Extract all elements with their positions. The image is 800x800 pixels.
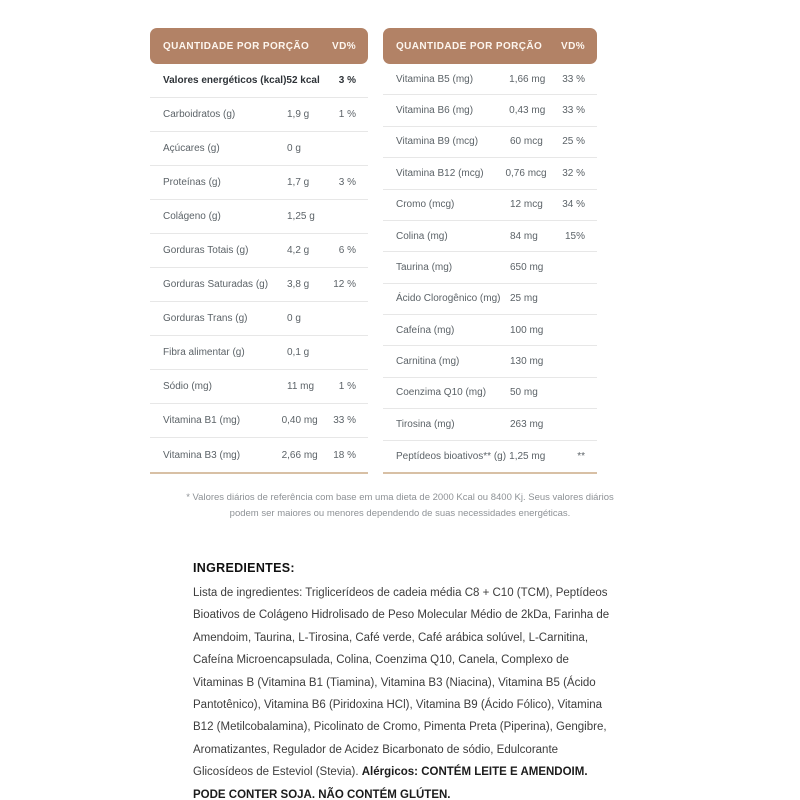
nutrient-row [383, 221, 597, 252]
header-vd-label: VD% [332, 40, 356, 52]
nutrient-row [150, 64, 368, 98]
nutrient-value: 100 mg [510, 324, 544, 336]
nutrient-row [150, 302, 368, 336]
nutrient-vd-percent: 3 % [338, 177, 356, 188]
nutrient-vd-percent: 3 % [338, 75, 356, 86]
nutrient-vd-percent: 18 % [333, 449, 356, 461]
nutrient-label: Carnitina (mg) [396, 356, 460, 368]
nutrition-table-macros [150, 28, 368, 474]
nutrient-label: Vitamina B9 (mcg) [396, 136, 479, 148]
table-rows-left [150, 64, 368, 474]
nutrient-label: Açúcares (g) [163, 143, 220, 154]
nutrient-vd-percent: 25 % [562, 136, 585, 148]
nutrient-label: Cafeína (mg) [396, 324, 455, 336]
header-vd-label: VD% [561, 40, 585, 52]
nutrient-value: 25 mg [510, 293, 538, 305]
ingredients-list-text: Lista de ingredientes: Triglicerídeos de cadeia média C8 + C10 (TCM), Peptídeos Bioativos de Colágeno Hidrolisado de Peso Molecular Médio de 2kDa, Farinha de Amendoim, Taurina, L-Tirosina, Café verde, Café arábica solúvel, L-Carnitina, Cafeína Microencapsulada, Colina, Coenzima Q10, Canela, Complexo de Vitaminas B (Vitamina B1 (Tiamina), Vitamina B3 (Niacina), Vitamina B5 (Ácido Pantotênico), Vitamina B6 (Piridoxina HCl), Vitamina B9 (Ácido Fólico), Vitamina B12 (Metilcobalamina), Picolinato de Cromo, Pimenta Preta (Piperina), Gengibre, Aromatizantes, Regulador de Acidez Bicarbonato de sódio, Edulcorante Glicosídeos de Esteviol (Stevia). [193, 587, 610, 779]
nutrient-value: 0 g [287, 313, 301, 324]
footnote-line-2: podem ser maiores ou menores dependendo de suas necessidades energéticas. [229, 508, 571, 519]
nutrient-value: 130 mg [510, 356, 544, 368]
nutrient-row [150, 404, 368, 438]
nutrient-value: 0,76 mcg [505, 167, 547, 179]
table-header-right [383, 28, 597, 64]
nutrient-vd-percent: 32 % [562, 167, 585, 179]
nutrient-value: 4,2 g [287, 245, 310, 256]
nutrient-label: Vitamina B1 (mg) [163, 415, 241, 426]
nutrient-value: 0 g [287, 143, 301, 154]
nutrient-row [383, 284, 597, 315]
ingredients-heading: INGREDIENTES: [193, 561, 295, 575]
nutrient-value: 1,9 g [287, 109, 310, 120]
nutrient-label: Colina (mg) [396, 230, 448, 242]
nutrient-vd-percent: 1 % [338, 109, 356, 120]
nutrient-label: Fibra alimentar (g) [163, 347, 245, 358]
nutrient-label: Proteínas (g) [163, 177, 221, 188]
nutrient-vd-percent: 6 % [338, 245, 356, 256]
nutrient-value: 50 mg [510, 387, 538, 399]
nutrient-row [383, 64, 597, 95]
nutrient-label: Gorduras Totais (g) [163, 245, 249, 256]
nutrient-vd-percent: 33 % [562, 73, 585, 85]
nutrient-label: Carboidratos (g) [163, 109, 236, 120]
nutrient-label: Ácido Clorogênico (mg) [396, 293, 501, 305]
nutrient-value: 2,66 mg [281, 449, 318, 461]
nutrient-value: 1,7 g [287, 177, 310, 188]
nutrient-label: Coenzima Q10 (mg) [396, 387, 487, 399]
nutrient-row [150, 200, 368, 234]
nutrient-row [383, 95, 597, 126]
nutrient-vd-percent: 1 % [338, 381, 356, 392]
nutrient-label: Gorduras Trans (g) [163, 313, 248, 324]
nutrient-vd-percent: 34 % [562, 199, 585, 211]
nutrient-value: 0,40 mg [281, 415, 318, 426]
daily-values-footnote [80, 490, 720, 522]
nutrient-label: Valores energéticos (kcal) [163, 75, 287, 86]
nutrient-row [383, 190, 597, 221]
nutrient-row [383, 127, 597, 158]
nutrient-vd-percent: 15% [564, 230, 585, 242]
allergens-label: Alérgicos: [361, 766, 418, 779]
nutrient-row [150, 370, 368, 404]
nutrient-value: 11 mg [287, 381, 315, 392]
nutrient-row [150, 98, 368, 132]
nutrient-row [383, 252, 597, 283]
nutrient-row [150, 234, 368, 268]
nutrient-label: Tirosina (mg) [396, 418, 455, 430]
footnote-line-1: * Valores diários de referência com base em uma dieta de 2000 Kcal ou 8400 Kj. Seus valores diários [186, 492, 614, 503]
nutrient-vd-percent: 12 % [333, 279, 356, 290]
nutrition-table-micros [383, 28, 597, 474]
nutrient-vd-percent: 33 % [562, 105, 585, 117]
nutrient-vd-percent: 33 % [333, 415, 356, 426]
nutrient-row [150, 132, 368, 166]
nutrient-value: 1,25 g [287, 211, 315, 222]
header-quantity-label: QUANTIDADE POR PORÇÃO [396, 40, 543, 52]
nutrient-label: Vitamina B6 (mg) [396, 105, 474, 117]
nutrient-value: 60 mcg [510, 136, 543, 148]
nutrient-row [150, 438, 368, 472]
nutrient-value: 52 kcal [286, 75, 320, 86]
nutrient-label: Vitamina B12 (mcg) [396, 167, 484, 179]
nutrient-row [383, 158, 597, 189]
ingredients-paragraph [193, 582, 617, 800]
table-rows-right [383, 64, 597, 474]
nutrient-row [150, 336, 368, 370]
nutrient-row [383, 409, 597, 440]
nutrient-label: Gorduras Saturadas (g) [163, 279, 269, 290]
nutrient-label: Colágeno (g) [163, 211, 221, 222]
nutrient-vd-percent: ** [577, 450, 585, 462]
nutrient-value: 1,25 mg [509, 450, 546, 462]
nutrient-label: Taurina (mg) [396, 261, 453, 273]
table-header-left [150, 28, 368, 64]
nutrient-label: Peptídeos bioativos** (g) [396, 450, 507, 462]
nutrient-row [383, 378, 597, 409]
ingredients-section [193, 561, 617, 800]
nutrient-value: 0,1 g [287, 347, 310, 358]
header-quantity-label: QUANTIDADE POR PORÇÃO [163, 40, 310, 52]
nutrient-label: Vitamina B5 (mg) [396, 73, 474, 85]
nutrient-row [383, 346, 597, 377]
nutrient-value: 3,8 g [287, 279, 310, 290]
nutrient-row [150, 166, 368, 200]
nutrient-value: 1,66 mg [509, 73, 546, 85]
allergens-text: CONTÉM LEITE E AMENDOIM. PODE CONTER SOJA. NÃO CONTÉM GLÚTEN. [193, 766, 588, 800]
nutrient-value: 0,43 mg [509, 105, 546, 117]
nutrient-row [383, 441, 597, 472]
nutrient-label: Sódio (mg) [163, 381, 212, 392]
nutrient-row [383, 315, 597, 346]
nutrient-value: 84 mg [510, 230, 538, 242]
nutrient-label: Cromo (mcg) [396, 199, 455, 211]
nutrient-label: Vitamina B3 (mg) [163, 449, 241, 461]
nutrient-value: 263 mg [510, 418, 544, 430]
nutrient-value: 12 mcg [510, 199, 543, 211]
nutrient-row [150, 268, 368, 302]
nutrient-value: 650 mg [510, 261, 544, 273]
